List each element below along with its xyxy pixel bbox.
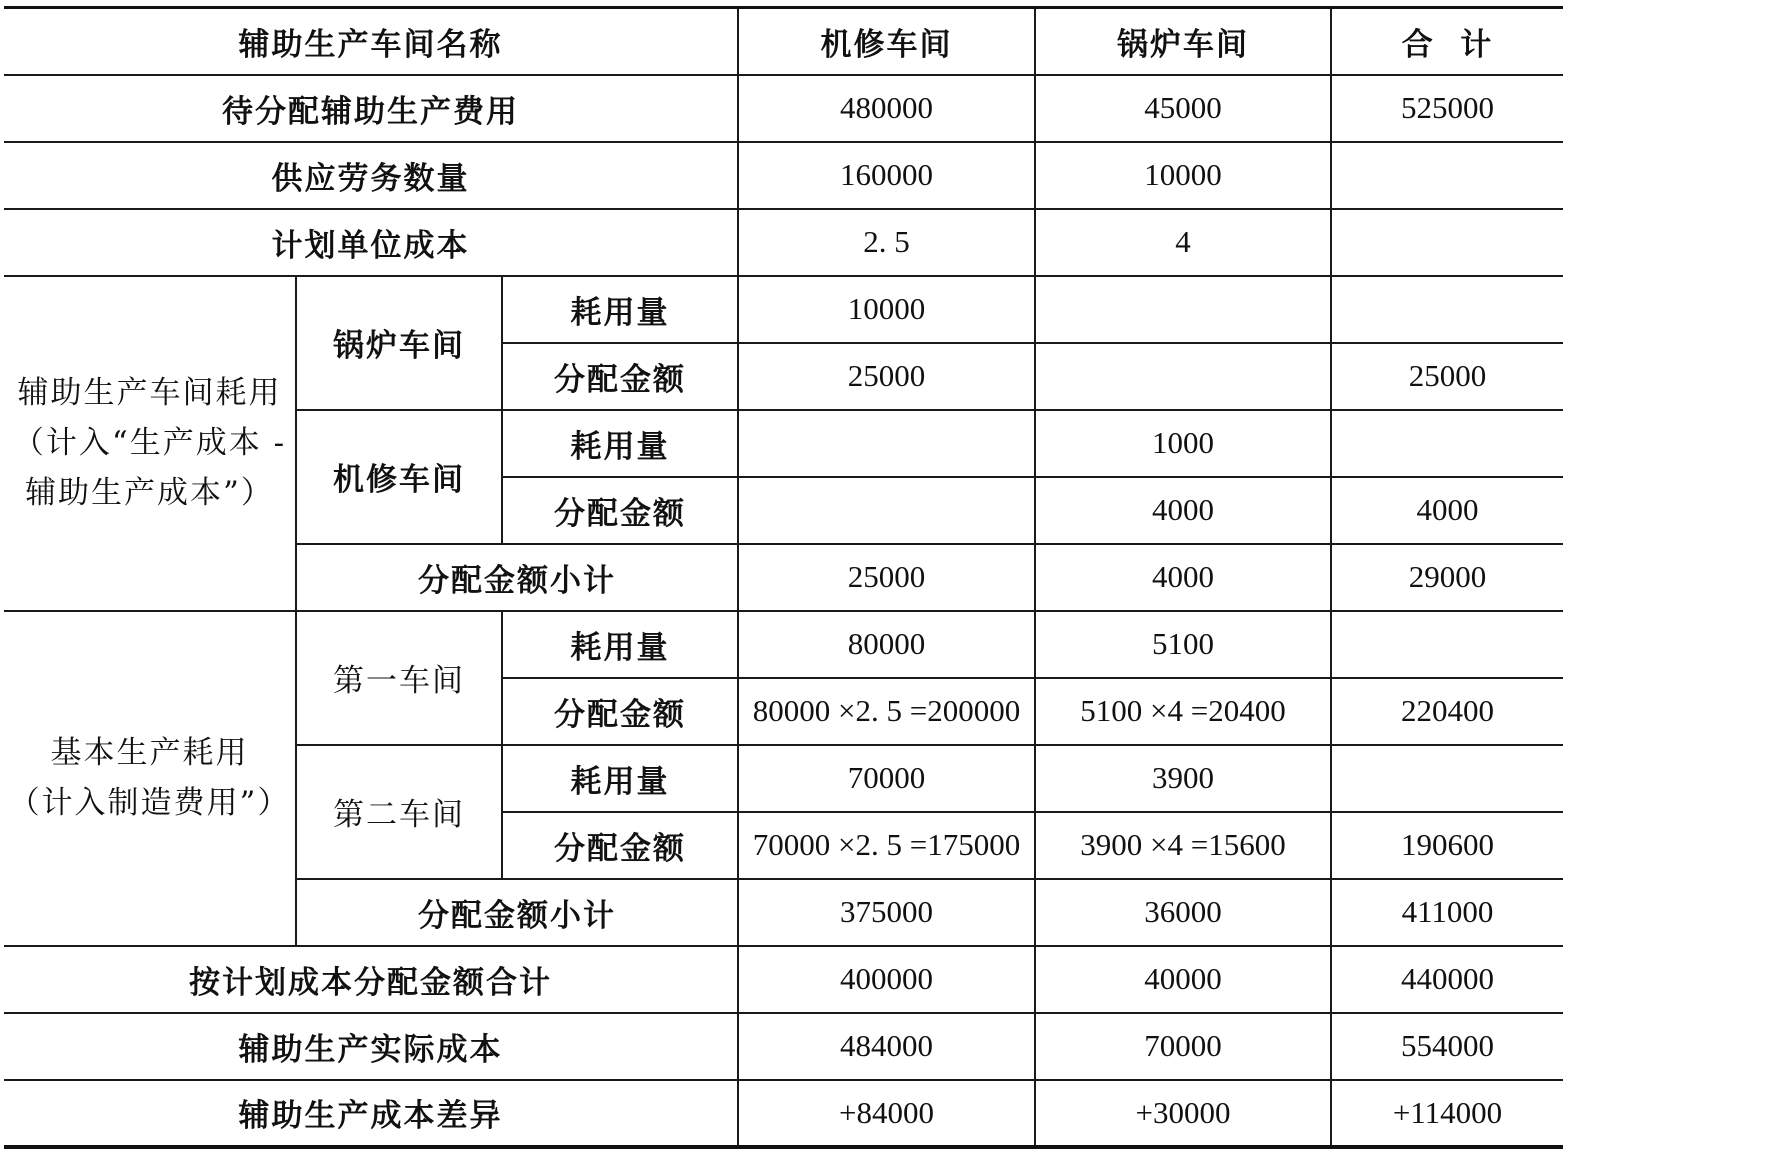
subtotal-label: 分配金额小计 [296,544,738,611]
table-row-actual-cost [4,1013,1563,1080]
metric-label: 耗用量 [502,410,738,477]
row-label: 按计划成本分配金额合计 [4,946,738,1013]
cell-boiler: 4000 [1035,477,1331,544]
cell-total: 525000 [1331,75,1563,142]
cell-total: 220400 [1331,678,1563,745]
table-row-ws1-qty [4,611,1563,678]
header-col-boiler: 锅炉车间 [1035,8,1331,75]
cell-repair: 10000 [738,276,1035,343]
metric-label: 耗用量 [502,745,738,812]
header-col-total: 合 计 [1331,8,1563,75]
cell-boiler: 3900 ×4 =15600 [1035,812,1331,879]
workshop-name: 锅炉车间 [296,276,502,410]
cell-repair: 375000 [738,879,1035,946]
cell-total: 440000 [1331,946,1563,1013]
table-row-plan-unit-cost [4,209,1563,276]
cell-boiler [1035,343,1331,410]
workshop-name: 第二车间 [296,745,502,879]
row-label: 待分配辅助生产费用 [4,75,738,142]
cell-total [1331,276,1563,343]
basic-label-line1: 基本生产耗用 [50,735,249,771]
cell-total [1331,410,1563,477]
allocation-table [4,6,1563,1149]
cell-repair: 160000 [738,142,1035,209]
subtotal-label: 分配金额小计 [296,879,738,946]
table-row-plan-total [4,946,1563,1013]
aux-label-line1: 辅助生产车间耗用 [17,375,282,411]
metric-label: 耗用量 [502,611,738,678]
cell-boiler: 4 [1035,209,1331,276]
metric-label: 耗用量 [502,276,738,343]
table-row-pending-cost [4,75,1563,142]
cell-boiler: +30000 [1035,1080,1331,1147]
row-label: 计划单位成本 [4,209,738,276]
cell-repair: 80000 [738,611,1035,678]
cell-repair: 2. 5 [738,209,1035,276]
row-label: 辅助生产实际成本 [4,1013,738,1080]
cell-total: 25000 [1331,343,1563,410]
aux-use-group-label [4,276,296,611]
table-row-variance [4,1080,1563,1147]
header-name-label: 辅助生产车间名称 [4,8,738,75]
cell-boiler: 4000 [1035,544,1331,611]
workshop-name: 机修车间 [296,410,502,544]
cell-total: 554000 [1331,1013,1563,1080]
cell-boiler: 36000 [1035,879,1331,946]
cell-repair: 70000 [738,745,1035,812]
cell-repair [738,477,1035,544]
cell-repair: 80000 ×2. 5 =200000 [738,678,1035,745]
cell-total [1331,745,1563,812]
basic-use-group-label [4,611,296,946]
header-row [4,8,1563,75]
basic-label-line2: （计入制造费用”） [8,785,291,821]
header-col-repair: 机修车间 [738,8,1035,75]
cell-repair: 25000 [738,544,1035,611]
aux-label-line3: 辅助生产成本”） [25,475,274,511]
cell-total: 190600 [1331,812,1563,879]
cell-boiler: 5100 [1035,611,1331,678]
cell-repair: 480000 [738,75,1035,142]
row-label: 辅助生产成本差异 [4,1080,738,1147]
cell-repair: 25000 [738,343,1035,410]
table-row-aux-boiler-qty [4,276,1563,343]
cell-boiler: 10000 [1035,142,1331,209]
cell-total: 4000 [1331,477,1563,544]
workshop-name: 第一车间 [296,611,502,745]
cell-boiler: 1000 [1035,410,1331,477]
cell-boiler: 3900 [1035,745,1331,812]
cell-total: 411000 [1331,879,1563,946]
cell-repair: 400000 [738,946,1035,1013]
row-label: 供应劳务数量 [4,142,738,209]
metric-label: 分配金额 [502,812,738,879]
metric-label: 分配金额 [502,343,738,410]
metric-label: 分配金额 [502,678,738,745]
metric-label: 分配金额 [502,477,738,544]
cell-repair: 484000 [738,1013,1035,1080]
cell-boiler: 40000 [1035,946,1331,1013]
cell-total [1331,611,1563,678]
cell-boiler: 70000 [1035,1013,1331,1080]
table-row-service-qty [4,142,1563,209]
cell-total [1331,209,1563,276]
cell-total: +114000 [1331,1080,1563,1147]
cell-repair [738,410,1035,477]
cell-boiler: 5100 ×4 =20400 [1035,678,1331,745]
cell-boiler [1035,276,1331,343]
cell-repair: 70000 ×2. 5 =175000 [738,812,1035,879]
cell-total [1331,142,1563,209]
cell-total: 29000 [1331,544,1563,611]
cell-boiler: 45000 [1035,75,1331,142]
aux-label-line2: （计入“生产成本 - [12,425,287,461]
cell-repair: +84000 [738,1080,1035,1147]
